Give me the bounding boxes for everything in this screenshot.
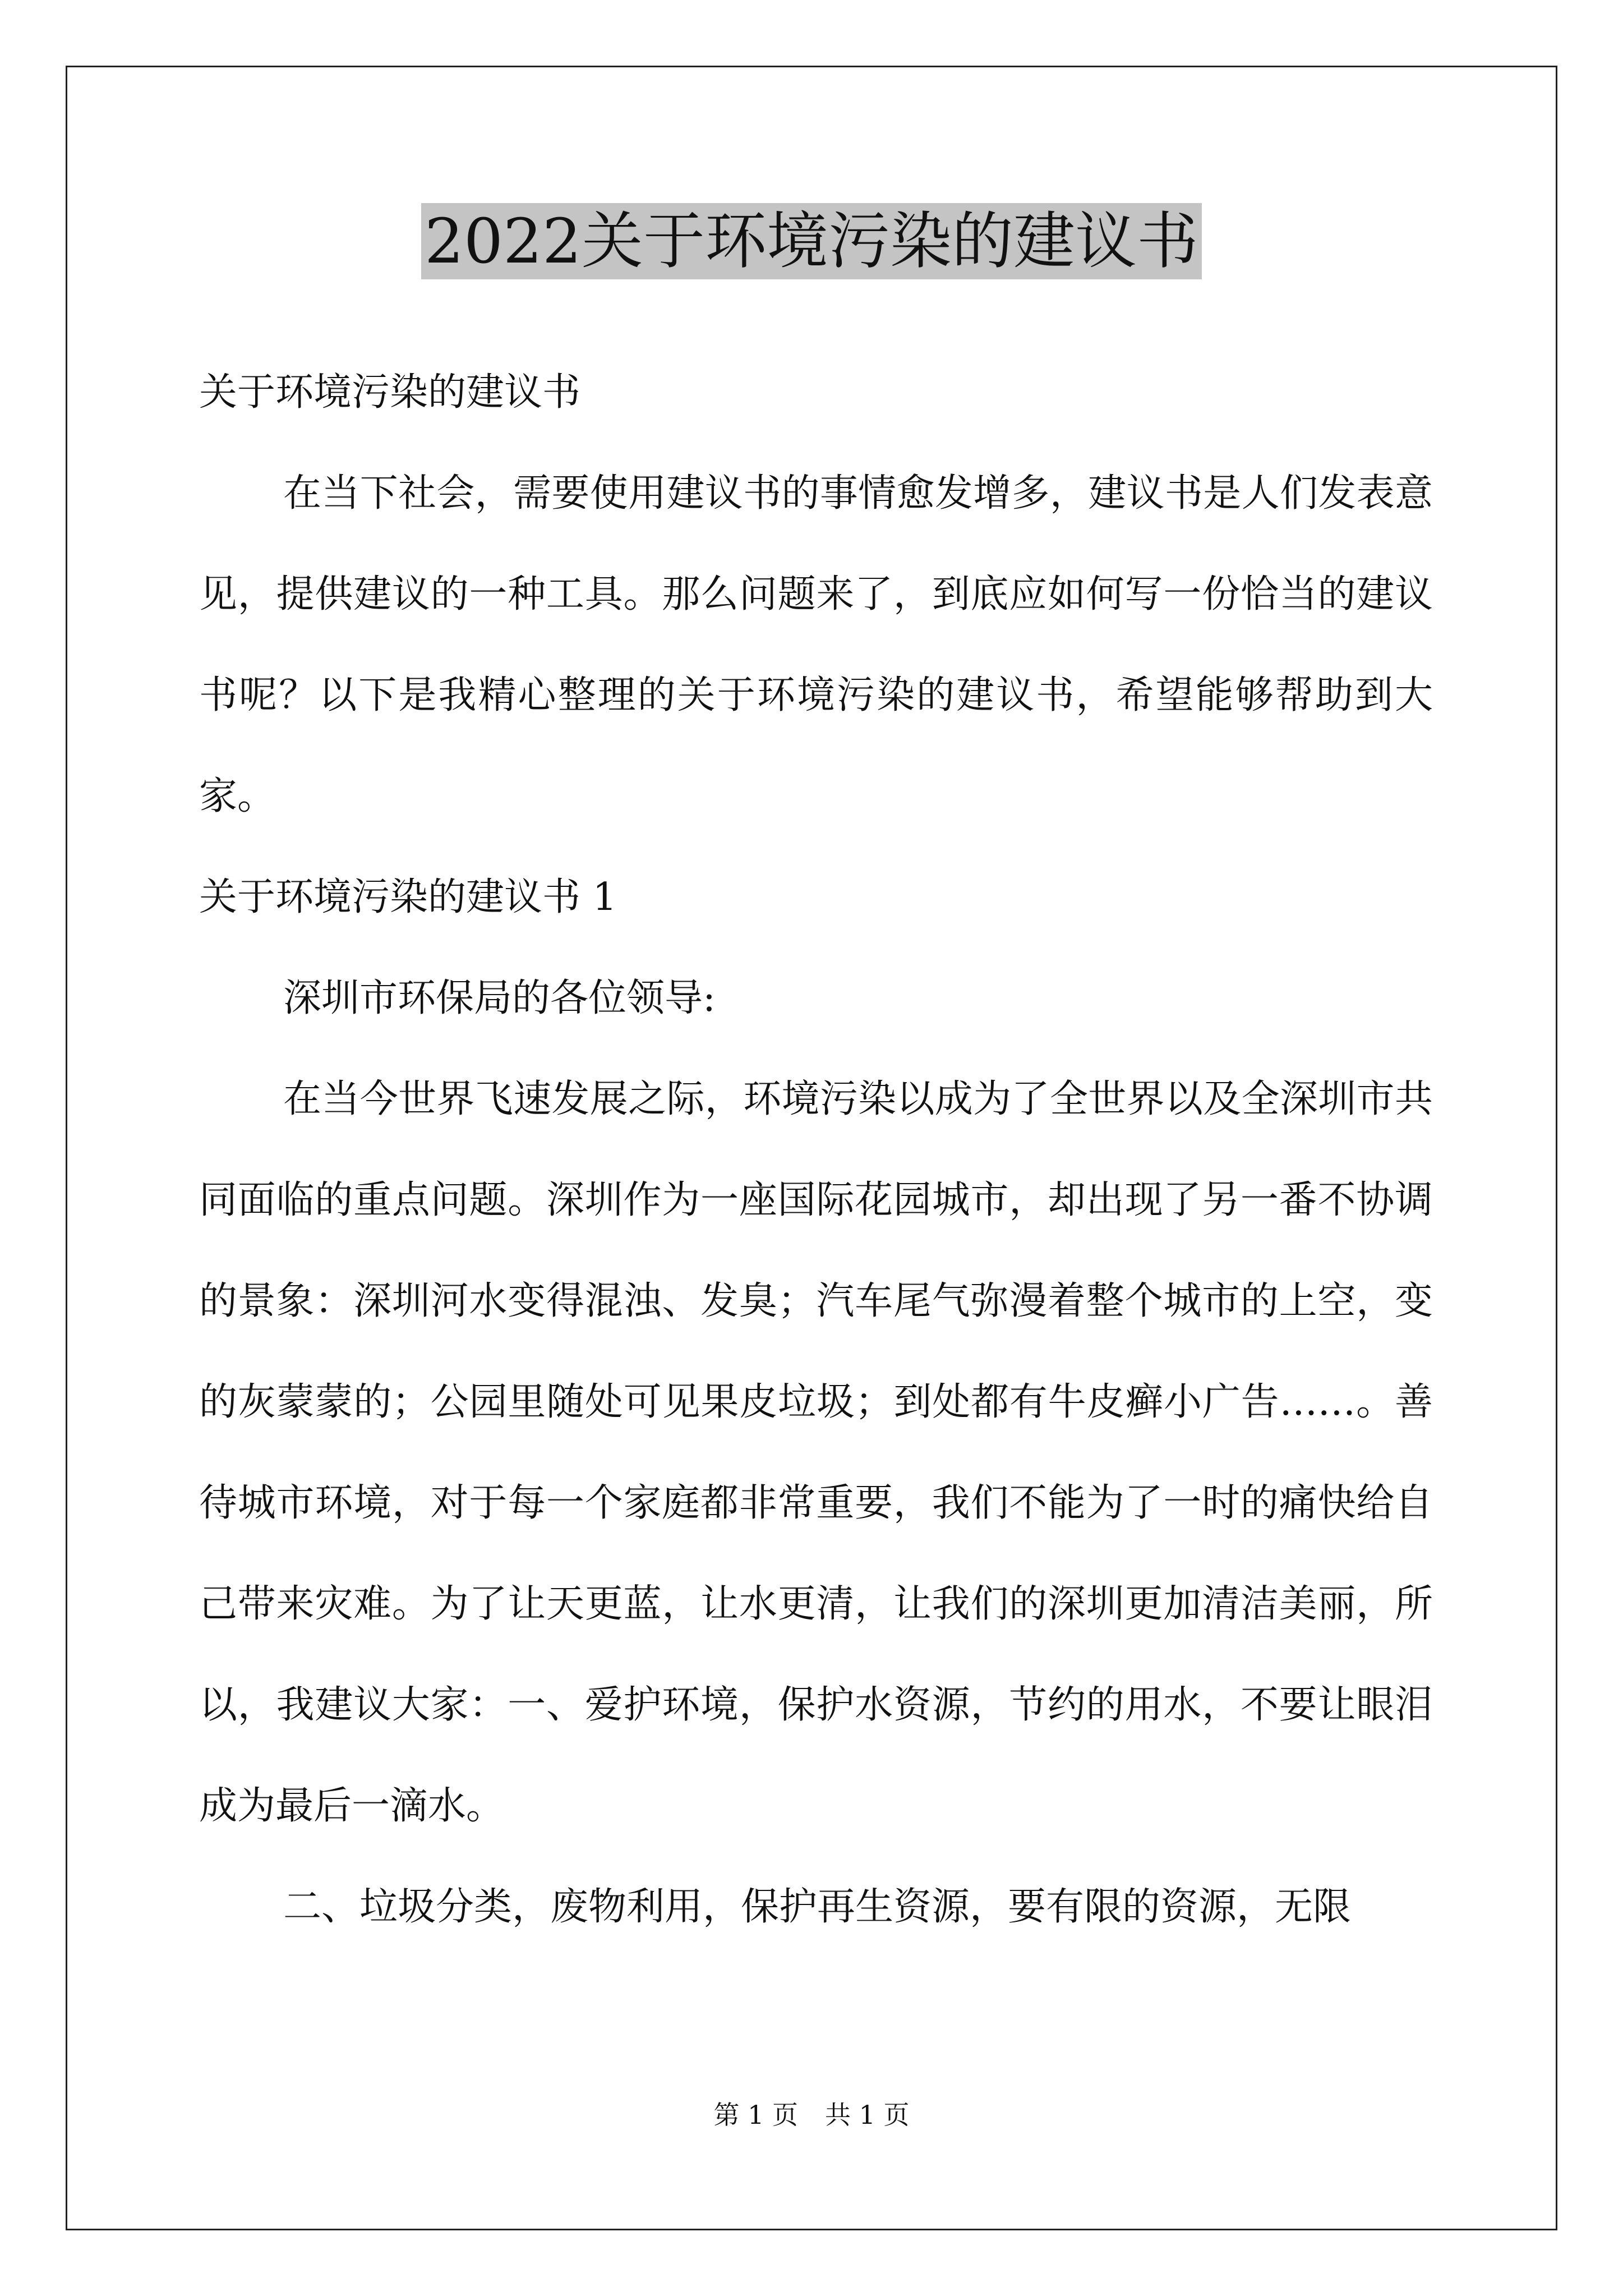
document-title	[0, 202, 1623, 280]
paragraph-body: 在当今世界飞速发展之际，环境污染以成为了全世界以及全深圳市共同面临的重点问题。深圳作为一座国际花园城市，却出现了另一番不协调的景象：深圳河水变得混浊、发臭；汽车尾气弥漫着整个城市的上空，变的灰蒙蒙的；公园里随处可见果皮垃圾；到处都有牛皮癣小广告……。善待城市环境，对于每一个家庭都非常重要，我们不能为了一时的痛快给自己带来灾难。为了让天更蓝，让水更清，让我们的深圳更加清洁美丽，所以，我建议大家：一、爱护环境，保护水资源，节约的用水，不要让眼泪成为最后一滴水。	[199, 1077, 1433, 1828]
page-footer	[0, 2098, 1623, 2132]
page-total: 共 1 页	[825, 2100, 910, 2130]
document-body	[199, 342, 1433, 1958]
paragraph-salutation: 深圳市环保局的各位领导:	[283, 976, 716, 1020]
paragraph-suggestion-two: 二、垃圾分类，废物利用，保护再生资源，要有限的资源，无限	[283, 1885, 1352, 1929]
paragraph-intro: 在当下社会，需要使用建议书的事情愈发增多，建议书是人们发表意见，提供建议的一种工具。那么问题来了，到底应如何写一份恰当的建议书呢？以下是我精心整理的关于环境污染的建议书，希望能够帮助到大家。	[199, 471, 1433, 818]
paragraph-section-heading: 关于环境污染的建议书 1	[199, 875, 617, 919]
page-number: 第 1 页	[713, 2100, 798, 2130]
document-title-text: 2022关于环境污染的建议书	[421, 203, 1202, 279]
paragraph-heading: 关于环境污染的建议书	[199, 370, 581, 415]
